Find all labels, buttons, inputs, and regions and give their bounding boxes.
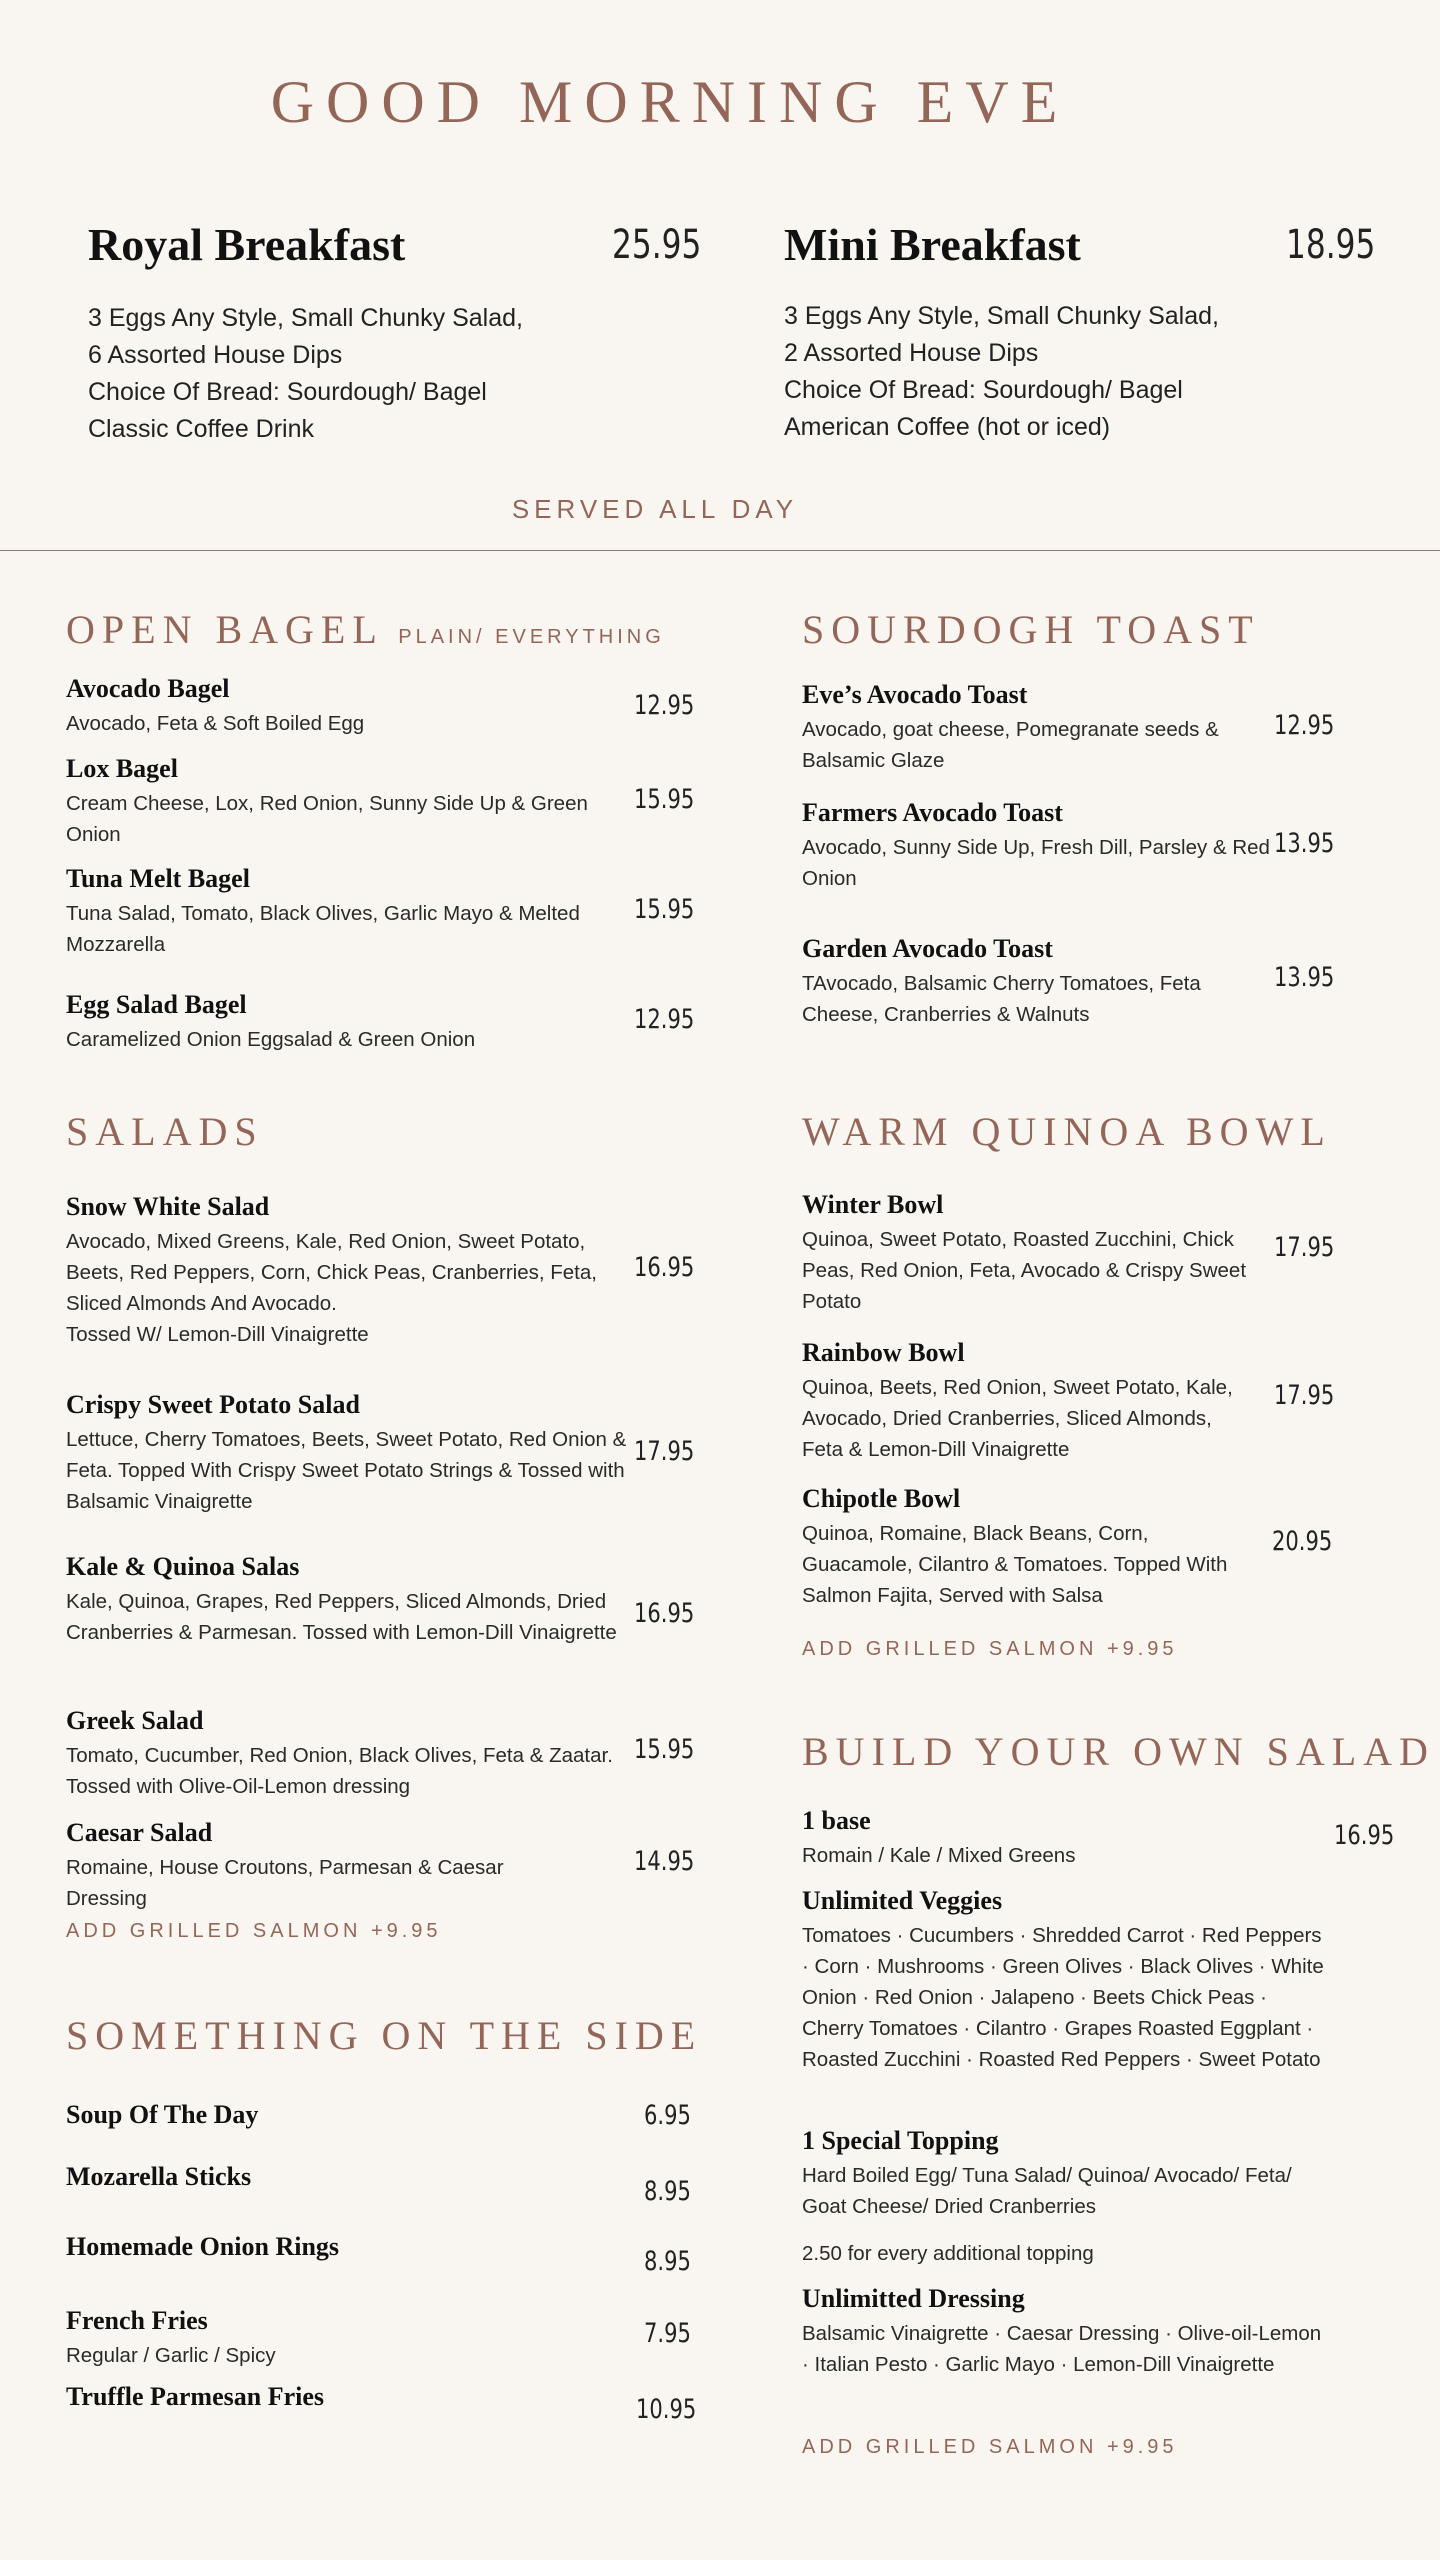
item-desc: Caramelized Onion Eggsalad & Green Onion — [66, 1028, 476, 1051]
item-desc: Tuna Salad, Tomato, Black Olives, Garlic Mayo & Melted Mozzarella — [66, 902, 580, 956]
item-price: 14.95 — [634, 1846, 695, 1877]
side-item-name: Homemade Onion Rings — [66, 2232, 340, 2261]
item-desc: Quinoa, Beets, Red Onion, Sweet Potato, Kale, Avocado, Dried Cranberries, Sliced Almonds, Feta & Lemon-Dill Vinaigrette — [802, 1376, 1233, 1461]
featured-price-royal: 25.95 — [612, 222, 702, 268]
featured-name-royal: Royal Breakfast — [88, 219, 406, 270]
section-title-build-your-own: BUILD YOUR OWN SALAD — [802, 1729, 1435, 1774]
featured-line: 3 Eggs Any Style, Small Chunky Salad, — [784, 302, 1219, 330]
item-desc: TAvocado, Balsamic Cherry Tomatoes, Feta Cheese, Cranberries & Walnuts — [802, 972, 1201, 1026]
featured-line: Choice Of Bread: Sourdough/ Bagel — [784, 376, 1183, 404]
build-veggies-name: Unlimited Veggies — [802, 1886, 1003, 1915]
build-dressing-name: Unlimitted Dressing — [802, 2284, 1025, 2313]
item-name: Kale & Quinoa Salas — [66, 1552, 300, 1581]
item-desc-text: Avocado, Mixed Greens, Kale, Red Onion, Sweet Potato, Beets, Red Peppers, Corn, Chick Peas, Cranberries, Feta, Sliced Almonds And Avocado. — [66, 1230, 597, 1315]
section-subtitle: PLAIN/ EVERYTHING — [398, 626, 665, 648]
featured-line: Classic Coffee Drink — [88, 415, 315, 443]
item-price: 12.95 — [634, 1004, 695, 1035]
featured-desc-mini — [784, 298, 1364, 446]
build-topping-desc: Hard Boiled Egg/ Tuna Salad/ Quinoa/ Avocado/ Feta/ Goat Cheese/ Dried Cranberries — [802, 2164, 1292, 2218]
addon-salmon: ADD GRILLED SALMON +9.95 — [66, 1920, 442, 1942]
item-desc — [66, 1226, 632, 1350]
featured-name-mini: Mini Breakfast — [784, 219, 1081, 270]
item-name: Avocado Bagel — [66, 674, 230, 703]
item-price: 17.95 — [1274, 1232, 1335, 1263]
served-all-day-note: SERVED ALL DAY — [511, 494, 799, 524]
featured-line: 3 Eggs Any Style, Small Chunky Salad, — [88, 304, 523, 332]
item-desc: Tomato, Cucumber, Red Onion, Black Olives, Feta & Zaatar. Tossed with Olive-Oil-Lemon dressing — [66, 1744, 613, 1798]
build-dressing-desc: Balsamic Vinaigrette · Caesar Dressing · Olive-oil-Lemon · Italian Pesto · Garlic Mayo · Lemon-Dill Vinaigrette — [802, 2322, 1322, 2376]
side-item-name: Mozarella Sticks — [66, 2162, 252, 2191]
section-title-sourdough: SOURDOGH TOAST — [802, 607, 1260, 652]
item-price: 15.95 — [634, 1734, 695, 1765]
item-price: 13.95 — [1274, 828, 1335, 859]
item-desc-text: Tossed W/ Lemon-Dill Vinaigrette — [66, 1323, 369, 1346]
section-title-sides: SOMETHING ON THE SIDE — [66, 2013, 703, 2058]
build-veggies-desc: Tomatoes · Cucumbers · Shredded Carrot · Red Peppers · Corn · Mushrooms · Green Olives · Black Olives · White Onion · Red Onion · Jalapeno · Beets Chick Peas · Cherry Tomatoes · Cilantro · Grapes Roasted Eggplant · Roasted Zucchini · Roasted Red Peppers · Sweet Potato — [802, 1924, 1324, 2071]
item-price: 15.95 — [634, 894, 695, 925]
build-base-price: 16.95 — [1334, 1820, 1395, 1851]
divider — [0, 550, 1440, 551]
item-name: Caesar Salad — [66, 1818, 213, 1847]
item-name: Farmers Avocado Toast — [802, 798, 1063, 827]
item-name: Lox Bagel — [66, 754, 178, 783]
build-base-desc: Romain / Kale / Mixed Greens — [802, 1844, 1076, 1867]
section-heading-open-bagel — [66, 606, 665, 653]
side-item-price: 6.95 — [644, 2100, 691, 2131]
item-name: Egg Salad Bagel — [66, 990, 247, 1019]
addon-salmon: ADD GRILLED SALMON +9.95 — [802, 1638, 1178, 1660]
side-item-price: 7.95 — [644, 2318, 691, 2349]
side-item-price: 10.95 — [636, 2394, 697, 2425]
item-desc: Kale, Quinoa, Grapes, Red Peppers, Sliced Almonds, Dried Cranberries & Parmesan. Tossed with Lemon-Dill Vinaigrette — [66, 1590, 617, 1644]
item-desc: Romaine, House Croutons, Parmesan & Caesar Dressing — [66, 1856, 504, 1910]
build-topping-name: 1 Special Topping — [802, 2126, 999, 2155]
item-desc: Avocado, Sunny Side Up, Fresh Dill, Parsley & Red Onion — [802, 836, 1270, 890]
item-price: 20.95 — [1272, 1526, 1333, 1557]
side-item-name: Truffle Parmesan Fries — [66, 2382, 324, 2411]
item-price: 13.95 — [1274, 962, 1335, 993]
menu-title: GOOD MORNING EVE — [270, 69, 1070, 135]
item-price: 15.95 — [634, 784, 695, 815]
item-desc: Lettuce, Cherry Tomatoes, Beets, Sweet Potato, Red Onion & Feta. Topped With Crispy Sweet Potato Strings & Tossed with Balsamic Vinaigrette — [66, 1428, 627, 1513]
item-price: 17.95 — [1274, 1380, 1335, 1411]
side-item-name: French Fries — [66, 2306, 208, 2335]
item-name: Garden Avocado Toast — [802, 934, 1053, 963]
item-price: 12.95 — [1274, 710, 1335, 741]
build-base-name: 1 base — [802, 1806, 871, 1835]
side-item-price: 8.95 — [644, 2246, 691, 2277]
item-desc: Avocado, Feta & Soft Boiled Egg — [66, 712, 365, 735]
item-name: Winter Bowl — [802, 1190, 944, 1219]
featured-line: Choice Of Bread: Sourdough/ Bagel — [88, 378, 487, 406]
item-price: 16.95 — [634, 1252, 695, 1283]
side-item-price: 8.95 — [644, 2176, 691, 2207]
featured-desc-royal — [88, 300, 648, 448]
section-title-salads: SALADS — [66, 1109, 264, 1154]
item-desc: Avocado, goat cheese, Pomegranate seeds & Balsamic Glaze — [802, 718, 1219, 772]
item-desc: Quinoa, Romaine, Black Beans, Corn, Guacamole, Cilantro & Tomatoes. Topped With Salmon Fajita, Served with Salsa — [802, 1522, 1228, 1607]
additional-topping-note: 2.50 for every additional topping — [802, 2242, 1094, 2265]
side-item-desc: Regular / Garlic / Spicy — [66, 2344, 276, 2367]
section-title: OPEN BAGEL — [66, 607, 384, 652]
item-name: Crispy Sweet Potato Salad — [66, 1390, 360, 1419]
featured-price-mini: 18.95 — [1286, 222, 1376, 268]
featured-line: 6 Assorted House Dips — [88, 341, 343, 369]
item-desc: Cream Cheese, Lox, Red Onion, Sunny Side Up & Green Onion — [66, 792, 588, 846]
item-price: 12.95 — [634, 690, 695, 721]
item-name: Chipotle Bowl — [802, 1484, 961, 1513]
section-title-quinoa: WARM QUINOA BOWL — [802, 1109, 1332, 1154]
item-desc: Quinoa, Sweet Potato, Roasted Zucchini, Chick Peas, Red Onion, Feta, Avocado & Crispy Sweet Potato — [802, 1228, 1247, 1313]
featured-line: American Coffee (hot or iced) — [784, 413, 1111, 441]
addon-salmon: ADD GRILLED SALMON +9.95 — [802, 2436, 1178, 2458]
item-name: Greek Salad — [66, 1706, 204, 1735]
side-item-name: Soup Of The Day — [66, 2100, 259, 2129]
item-name: Snow White Salad — [66, 1192, 270, 1221]
featured-line: 2 Assorted House Dips — [784, 339, 1039, 367]
item-name: Rainbow Bowl — [802, 1338, 965, 1367]
item-price: 16.95 — [634, 1598, 695, 1629]
item-name: Eve’s Avocado Toast — [802, 680, 1028, 709]
item-price: 17.95 — [634, 1436, 695, 1467]
item-name: Tuna Melt Bagel — [66, 864, 250, 893]
